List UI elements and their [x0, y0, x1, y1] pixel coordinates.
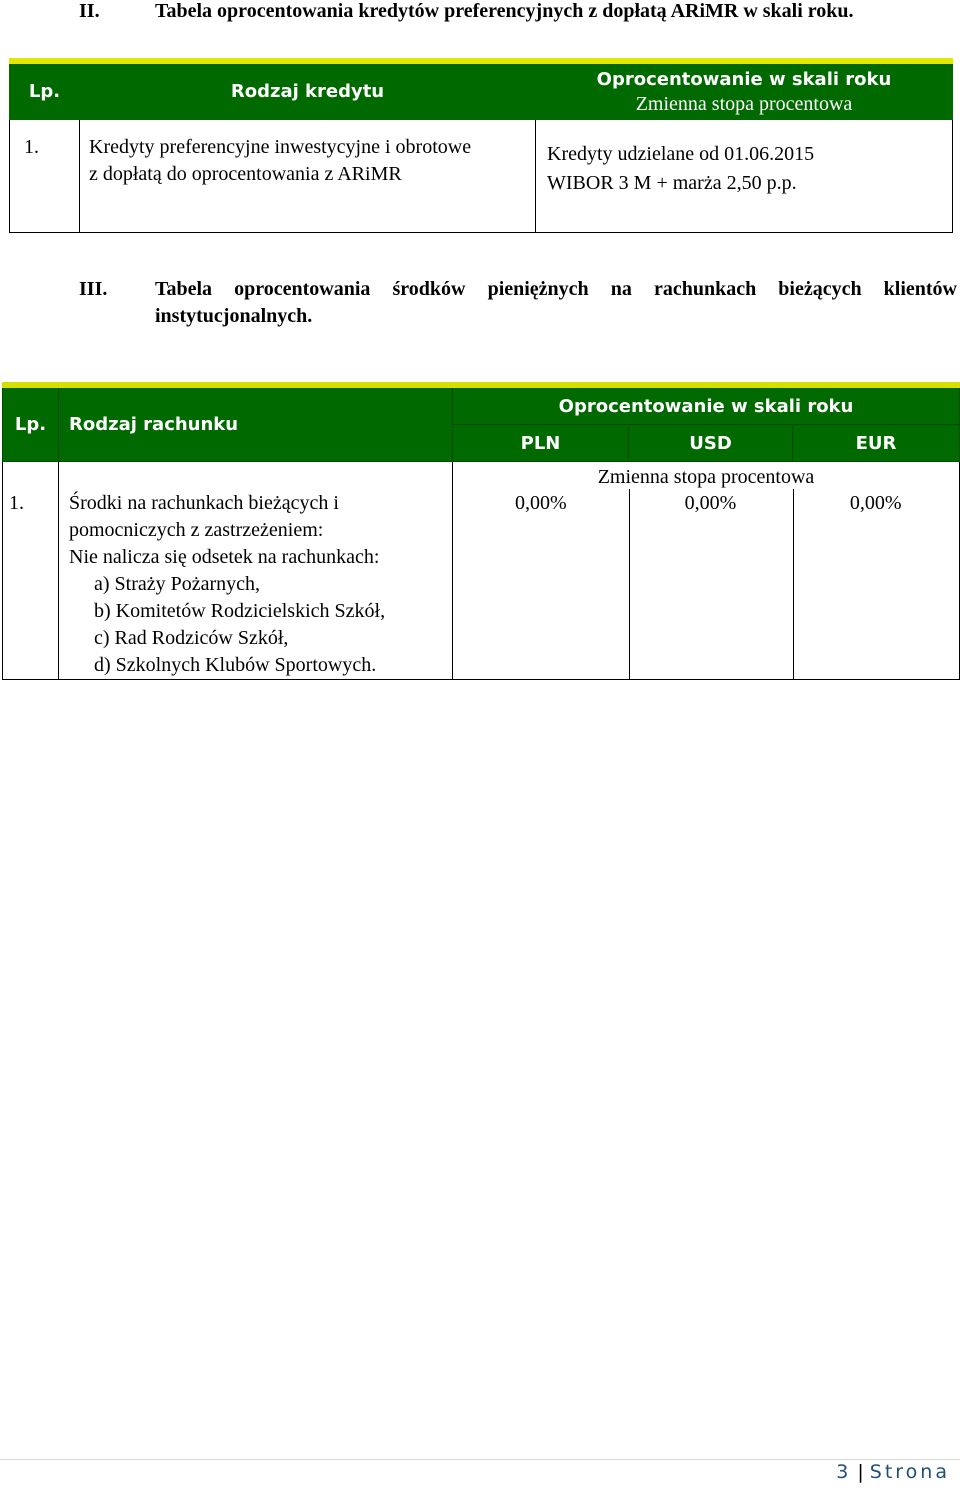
header-lp: Lp.: [10, 61, 80, 120]
section-2-heading: [79, 0, 957, 54]
column-divider: [793, 489, 794, 679]
section-2-number: II.: [79, 0, 100, 22]
header-currency-usd: USD: [629, 425, 793, 462]
header-account-type: Rodzaj rachunku: [59, 385, 453, 462]
exempt-accounts-list: [69, 571, 448, 679]
header-rate-line2: Zmienna stopa procentowa: [635, 92, 853, 115]
row-rate: [536, 120, 953, 233]
row-lp: 1.: [3, 462, 59, 680]
row-rate-line1: Kredyty udzielane od 01.06.2015: [547, 143, 815, 165]
header-credit-type: Rodzaj kredytu: [80, 61, 536, 120]
list-item: a) Straży Pożarnych,: [94, 573, 261, 595]
page-footer: [836, 1461, 950, 1483]
table-row: [3, 462, 960, 680]
current-accounts-table: [2, 382, 960, 680]
section-3-number: III.: [79, 278, 108, 300]
variable-rate-subheader: Zmienna stopa procentowa: [597, 466, 815, 488]
page-label: Strona: [869, 1461, 950, 1483]
table-row: [10, 120, 953, 233]
row-account-desc: Środki na rachunkach bieżących i pomocniczych z zastrzeżeniem:: [69, 492, 339, 541]
header-currency-eur: EUR: [793, 425, 960, 462]
row-account-note: Nie nalicza się odsetek na rachunkach:: [69, 546, 380, 568]
preferential-credit-table: [9, 58, 953, 233]
footer-divider: [0, 1459, 960, 1460]
column-divider: [629, 489, 630, 679]
footer-separator: |: [857, 1461, 864, 1483]
section-2-title: Tabela oprocentowania kredytów preferencyjnych z dopłatą ARiMR w skali roku.: [155, 0, 854, 22]
row-credit-type: Kredyty preferencyjne inwestycyjne i obrotowe z dopłatą do oprocentowania z ARiMR: [80, 120, 536, 233]
header-lp: Lp.: [3, 385, 59, 462]
list-item: b) Komitetów Rodzicielskich Szkół,: [94, 600, 386, 622]
header-currency-pln: PLN: [453, 425, 629, 462]
rate-values-cell: [453, 462, 960, 680]
header-rate: Oprocentowanie w skali roku: [453, 385, 960, 425]
value-pln: 0,00%: [514, 492, 567, 514]
header-rate: [536, 61, 953, 120]
value-eur: 0,00%: [849, 492, 902, 514]
value-usd: 0,00%: [684, 492, 737, 514]
row-rate-line2: WIBOR 3 M + marża 2,50 p.p.: [547, 172, 797, 194]
section-3-title: Tabela oprocentowania środków pieniężnych na rachunkach bieżących klientów instytucjonalnych.: [155, 278, 957, 327]
section-3-heading: [79, 276, 957, 332]
header-rate-line1: Oprocentowanie w skali roku: [596, 68, 892, 90]
row-lp: 1.: [10, 120, 80, 233]
rate-values: [453, 490, 959, 517]
row-account-type: [59, 462, 453, 680]
list-item: d) Szkolnych Klubów Sportowych.: [94, 654, 377, 676]
page-number: 3: [836, 1461, 852, 1483]
list-item: c) Rad Rodziców Szkół,: [94, 627, 289, 649]
